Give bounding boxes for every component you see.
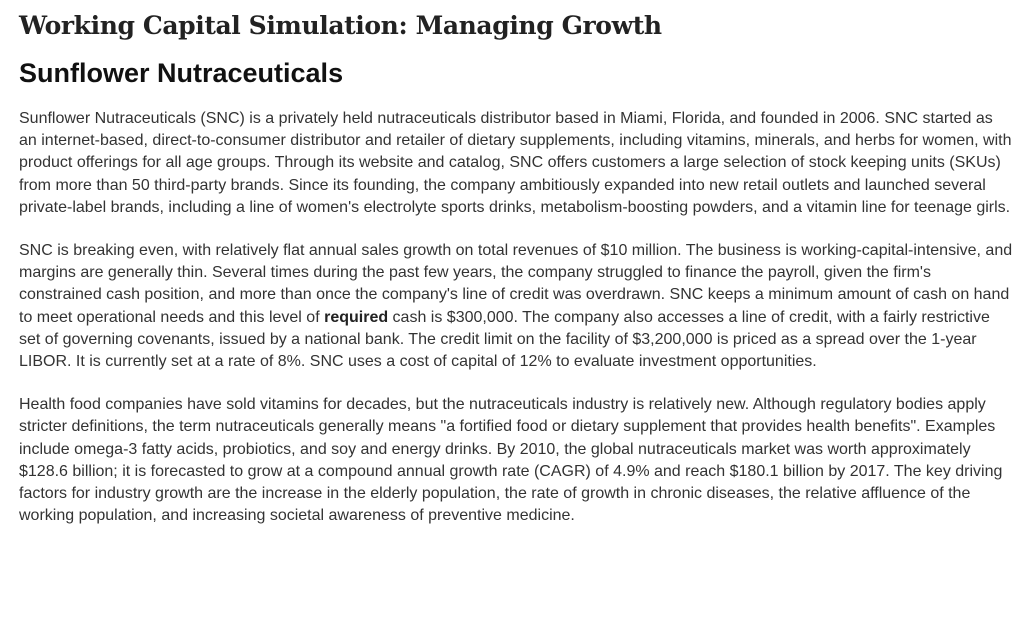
- paragraph-company-overview: Sunflower Nutraceuticals (SNC) is a privately held nutraceuticals distributor based in Miami, Florida, and founded in 2006. SNC started as an internet-based, direct-to-consumer distributor and retailer of dietary supplements, including vitamins, minerals, and herbs for women, with product offerings for all age groups. Through its website and catalog, SNC offers customers a large selection of stock keeping units (SKUs) from more than 50 third-party brands. Since its founding, the company ambitiously expanded into new retail outlets and launched several private-label brands, including a line of women's electrolyte sports drinks, metabolism-boosting powders, and a vitamin line for teenage girls.: [19, 110, 1012, 216]
- case-content: [19, 0, 1013, 527]
- paragraph-financial-position: [19, 240, 1013, 373]
- paragraph-financial-text-after: cash is $300,000. The company also accesses a line of credit, with a fairly restrictive set of governing covenants, issued by a national bank. The credit limit on the facility of $3,200,000 is priced as a spread over the 1-year LIBOR. It is currently set at a rate of 8%. SNC uses a cost of capital of 12% to evaluate investment opportunities.: [19, 308, 990, 371]
- simulation-title: Working Capital Simulation: Managing Growth: [19, 11, 662, 40]
- paragraph-financial-text-before: SNC is breaking even, with relatively flat annual sales growth on total revenues of $10 million. The business is working-capital-intensive, and margins are generally thin. Several times during the past few years, the company struggled to finance the payroll, given the firm's constrained cash position, and more than once the company's line of credit was overdrawn. SNC keeps a minimum amount of cash on hand to meet operational needs and this level of: [19, 242, 1013, 326]
- paragraph-industry-overview: Health food companies have sold vitamins for decades, but the nutraceuticals industry is relatively new. Although regulatory bodies apply stricter definitions, the term nutraceuticals generally means "a fortified food or dietary supplement that provides health benefits". Examples include omega-3 fatty acids, probiotics, and soy and energy drinks. By 2010, the global nutraceuticals market was worth approximately $128.6 billion; it is forecasted to grow at a compound annual growth rate (CAGR) of 4.9% and reach $180.1 billion by 2017. The key driving factors for industry growth are the increase in the elderly population, the rate of growth in chronic diseases, the relative affluence of the working population, and increasing societal awareness of preventive medicine.: [19, 396, 1003, 525]
- required-emphasis: required: [324, 308, 389, 326]
- company-title: Sunflower Nutraceuticals: [19, 58, 344, 88]
